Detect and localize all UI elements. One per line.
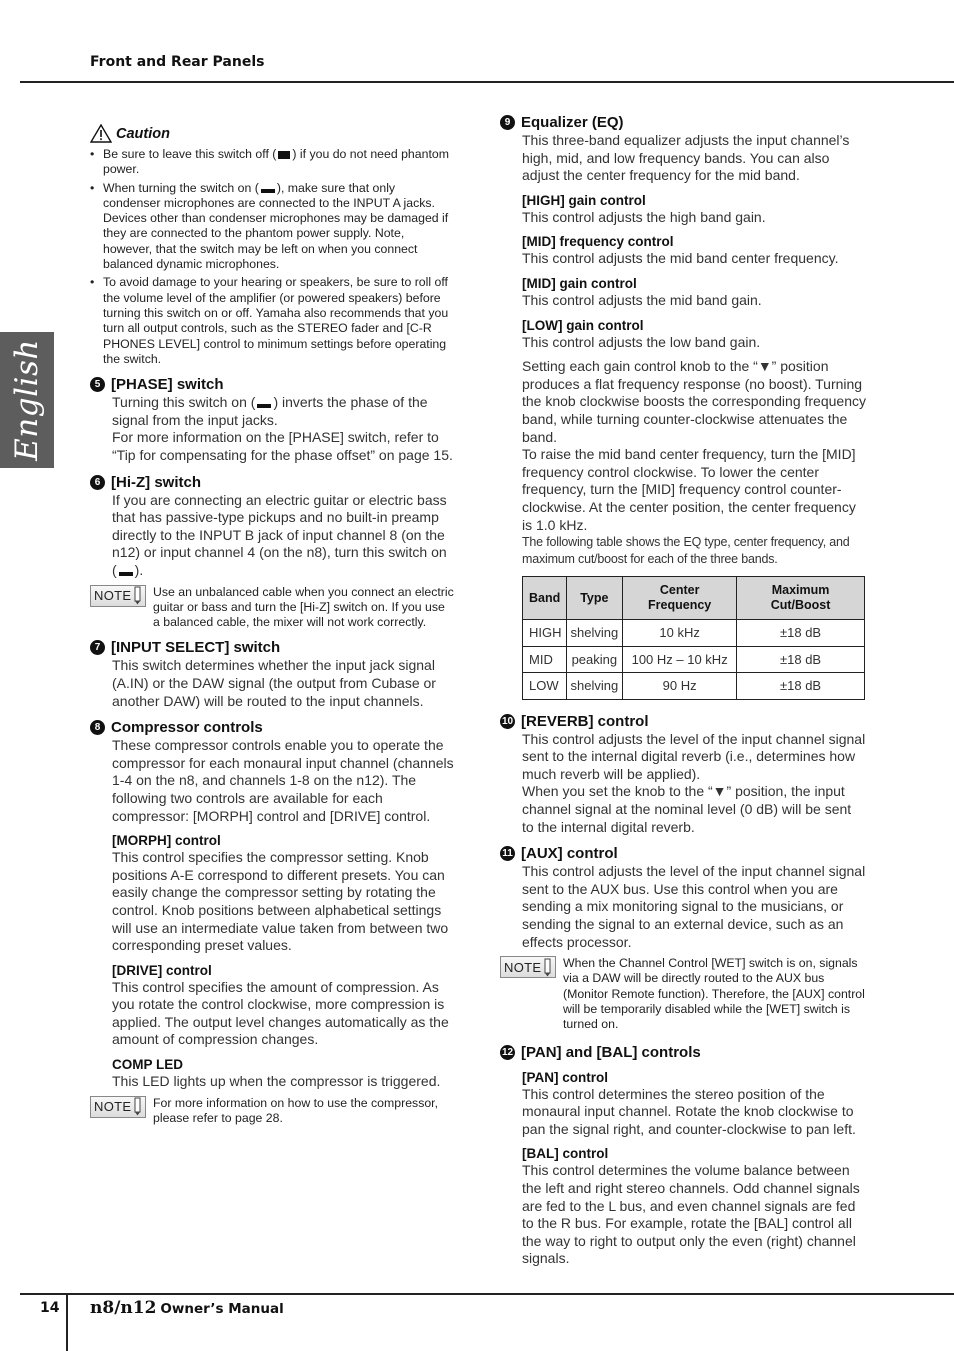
section-heading	[500, 113, 866, 132]
section-body	[90, 737, 454, 1091]
subheading-comp-led: COMP LED	[112, 1057, 184, 1073]
model-name: n8/n12	[90, 1298, 157, 1318]
section-title: Equalizer (EQ)	[521, 114, 624, 131]
column-header: Maximum Cut/Boost	[737, 577, 865, 620]
note-badge	[90, 1096, 146, 1118]
manual-title-text: Owner’s Manual	[160, 1301, 284, 1317]
paragraph: For more information on the [PHASE] switch, refer to “Tip for compensating for the phase offset” on page 15.	[112, 429, 453, 463]
section-number: 6	[90, 475, 105, 490]
section-number: 5	[90, 377, 105, 392]
section-number: 12	[501, 1046, 514, 1058]
paragraph: This control adjusts the level of the input channel signal sent to the internal digital reverb (i.e., determines how much reverb will be applied).	[522, 730, 866, 782]
note-text: When the Channel Control [WET] switch is on, signals via a DAW will be directly routed to the AUX bus (Monitor Remote function). Therefore, the [AUX] control will be temporarily disabled while the [WET] switch is turned on.	[563, 956, 865, 1032]
switch-off-icon	[278, 151, 290, 159]
table-cell: HIGH	[523, 620, 567, 647]
section-heading	[90, 473, 454, 492]
section-heading	[90, 718, 454, 737]
section-number: 11	[500, 846, 515, 861]
section-compressor	[90, 718, 454, 1126]
subheading-mid-gain: [MID] gain control	[522, 275, 637, 291]
note-badge	[90, 585, 146, 607]
page-number: 14	[40, 1300, 60, 1316]
paragraph: These compressor controls enable you to operate the compressor for each monaural input channel (channels 1-4 on the n8, and channels 1-8 on the n12). The following two controls are available for each compressor: [MORPH] control and [DRIVE] control.	[112, 737, 454, 824]
subheading-high-gain: [HIGH] gain control	[522, 192, 646, 208]
section-heading	[500, 712, 866, 731]
eq-table	[522, 576, 865, 700]
table-cell: 100 Hz – 10 kHz	[623, 646, 737, 673]
section-heading	[500, 1043, 866, 1062]
section-number: 7	[90, 640, 105, 655]
right-column	[500, 113, 866, 1268]
subheading-pan: [PAN] control	[522, 1069, 608, 1085]
table-row	[523, 620, 865, 647]
footer-rule	[20, 1293, 954, 1295]
section-body	[500, 1069, 866, 1268]
section-pan-bal	[500, 1043, 866, 1268]
paragraph: This switch determines whether the input jack signal (A.IN) or the DAW signal (the output from Cubase or another DAW) will be routed to the input channels.	[112, 657, 436, 709]
section-title: Compressor controls	[111, 719, 263, 737]
paragraph: This three-band equalizer adjusts the input channel’s high, mid, and low frequency bands. You can also adjust the center frequency for the mid band.	[522, 132, 850, 184]
section-hiz-switch	[90, 473, 454, 631]
language-tab-label: English	[9, 339, 45, 461]
section-title: [PHASE] switch	[111, 376, 224, 394]
section-title: [INPUT SELECT] switch	[111, 639, 281, 657]
section-reverb	[500, 712, 866, 837]
section-heading	[90, 375, 454, 394]
section-equalizer	[500, 113, 866, 700]
paragraph: This control adjusts the low band gain.	[522, 333, 761, 350]
section-body	[500, 132, 866, 568]
table-row	[523, 673, 865, 700]
paragraph: This control adjusts the high band gain.	[522, 208, 766, 225]
paragraph: When you set the knob to the “▼” position, the input channel signal at the nominal level (0 dB) will be sent to the internal digital reverb.	[522, 783, 852, 835]
section-body	[500, 863, 866, 951]
manual-title	[90, 1298, 284, 1318]
paragraph: The following table shows the EQ type, center frequency, and maximum cut/boost for each of the three bands.	[522, 535, 850, 567]
section-heading	[500, 844, 866, 863]
note-label: NOTE	[94, 588, 132, 603]
section-title: [PAN] and [BAL] controls	[521, 1043, 701, 1061]
paragraph: This control specifies the compressor setting. Knob positions A-E correspond to different presets. You can easily change the compressor setting by rotating the control. Knob positions between alphabetical settings will use an intermediate value taken from between two corresponding preset values.	[112, 849, 449, 954]
caution-list	[90, 147, 454, 367]
paragraph: This control adjusts the level of the input channel signal sent to the AUX bus. Use this control when you are sending a mix monitoring signal to the musicians, or sending the signal to an external device, such as an effects processor.	[522, 863, 866, 950]
paragraph: Setting each gain control knob to the “▼” position produces a flat frequency response (no boost). Turning the knob clockwise boosts the corresponding frequency band, while turning counter-clockwise attenuates the band.	[522, 358, 866, 445]
paragraph: This control determines the stereo position of the monaural input channel. Rotate the knob clockwise to pan the signal right, and counter-clockwise to pan left.	[522, 1085, 856, 1137]
pencil-icon	[133, 586, 142, 605]
section-number: 9	[500, 115, 515, 130]
note-box	[90, 585, 454, 631]
column-header: Band	[523, 577, 567, 620]
running-header: Front and Rear Panels	[90, 54, 265, 70]
table-cell: LOW	[523, 673, 567, 700]
caution-box	[90, 124, 454, 367]
table-cell: 10 kHz	[623, 620, 737, 647]
note-badge	[500, 956, 556, 978]
caution-item: • When turning the switch on ( ), make sure that only condenser microphones are connected to the INPUT A jacks. Devices other than condenser microphones may be damaged if they are connected to the phantom power supply. Note, however, that the switch may be left on when you connect balanced dynamic microphones.	[90, 181, 454, 273]
section-phase-switch	[90, 375, 454, 464]
caution-title: Caution	[116, 125, 170, 142]
table-cell: ±18 dB	[737, 646, 865, 673]
left-column	[90, 124, 454, 1126]
table-cell: MID	[523, 646, 567, 673]
section-input-select	[90, 638, 454, 710]
paragraph: If you are connecting an electric guitar or electric bass that has passive-type pickups and no built-in preamp directly to the INPUT B jack of input channel 8 (on the n12) or input channel 4 (on the n8), turn this switch on ( ).	[112, 491, 447, 578]
section-body	[90, 492, 454, 580]
note-label: NOTE	[94, 1099, 132, 1115]
switch-on-icon	[261, 184, 275, 193]
table-header-row	[523, 577, 865, 620]
paragraph: This control specifies the amount of compression. As you rotate the control clockwise, more compression is applied. The output level changes automatically as the amount of compression changes.	[112, 978, 449, 1048]
pencil-icon	[543, 958, 552, 977]
subheading-morph: [MORPH] control	[112, 833, 221, 849]
section-heading	[90, 638, 454, 657]
warning-triangle-icon	[90, 124, 112, 143]
note-box	[500, 956, 866, 1032]
switch-on-icon	[257, 399, 271, 408]
paragraph: This LED lights up when the compressor is triggered.	[112, 1073, 441, 1090]
note-label: NOTE	[504, 959, 542, 975]
subheading-mid-frequency: [MID] frequency control	[522, 234, 674, 250]
section-title: [Hi-Z] switch	[111, 473, 201, 491]
section-title: [AUX] control	[521, 845, 618, 863]
caution-item: • To avoid damage to your hearing or speakers, be sure to roll off the volume level of the amplifier (or powered speakers) before turning this switch on or off. Yamaha also recommends that you turn all output controls, such as the STEREO fader and [C-R PHONES LEVEL] control to minimum settings before operating the switch.	[90, 275, 454, 367]
pencil-icon	[133, 1097, 142, 1116]
paragraph: This control determines the volume balance between the left and right stereo channels. Odd channel signals are fed to the L bus, and even channel signals are fed to the R bus. For example, rotate the [BAL] control all the way to right to output only the even (right) channel signals.	[522, 1162, 860, 1267]
table-cell: peaking	[566, 646, 623, 673]
table-cell: shelving	[566, 620, 623, 647]
header-rule	[20, 81, 954, 83]
table-cell: ±18 dB	[737, 620, 865, 647]
switch-on-icon	[119, 567, 133, 576]
subheading-drive: [DRIVE] control	[112, 962, 212, 978]
table-cell: 90 Hz	[623, 673, 737, 700]
caution-item: • Be sure to leave this switch off ( ) if you do not need phantom power.	[90, 147, 454, 178]
section-aux	[500, 844, 866, 1032]
language-tab	[0, 332, 54, 468]
section-body	[500, 731, 866, 837]
section-number: 10	[501, 715, 514, 727]
note-text: Use an unbalanced cable when you connect an electric guitar or bass and turn the [Hi-Z] switch on. If you use a balanced cable, the mixer will not work correctly.	[153, 584, 454, 630]
section-body	[90, 394, 454, 464]
column-header: Center Frequency	[623, 577, 737, 620]
paragraph: This control adjusts the mid band center frequency.	[522, 250, 839, 267]
section-title: [REVERB] control	[521, 712, 649, 730]
subheading-bal: [BAL] control	[522, 1146, 609, 1162]
caution-heading	[90, 124, 454, 143]
paragraph: This control adjusts the mid band gain.	[522, 291, 762, 308]
note-box	[90, 1096, 454, 1127]
footer-divider	[66, 1293, 68, 1351]
table-cell: ±18 dB	[737, 673, 865, 700]
table-cell: shelving	[566, 673, 623, 700]
section-body	[90, 657, 454, 710]
paragraph: To raise the mid band center frequency, turn the [MID] frequency control clockwise. To lower the center frequency, turn the [MID] frequency control counter-clockwise. At the center position, the center frequency is 1.0 kHz.	[522, 446, 856, 533]
note-text: For more information on how to use the compressor, please refer to page 28.	[153, 1095, 439, 1125]
subheading-low-gain: [LOW] gain control	[522, 317, 644, 333]
table-row	[523, 646, 865, 673]
section-number: 8	[90, 720, 105, 735]
paragraph: Turning this switch on ( ) inverts the phase of the signal from the input jacks.	[112, 394, 428, 428]
column-header: Type	[566, 577, 623, 620]
